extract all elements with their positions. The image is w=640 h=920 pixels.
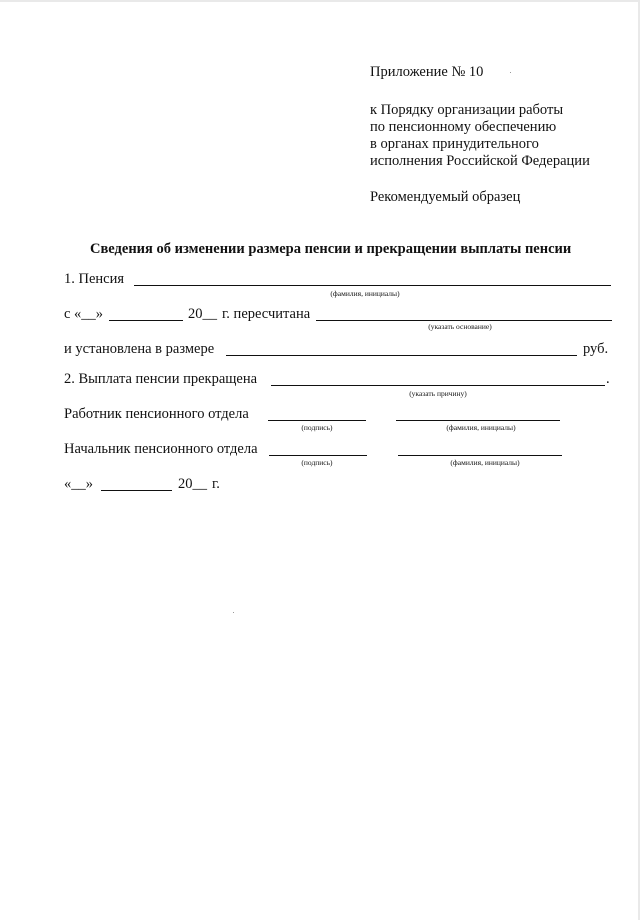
year-label: 20__ (188, 306, 217, 322)
currency-label: руб. (583, 341, 609, 357)
head-initials-line (398, 455, 562, 456)
head-signature-hint: (подпись) (301, 458, 333, 467)
appendix-number: Приложение № 10 (370, 64, 484, 80)
order-line-4: исполнения Российской Федерации (370, 153, 590, 169)
worker-label: Работник пенсионного отдела (64, 406, 249, 422)
established-label: и установлена в размере (64, 341, 215, 357)
bottom-year-suffix: г. (212, 476, 220, 492)
pension-name-line (134, 285, 611, 286)
head-signature-line (269, 455, 367, 456)
date-open: с «__» (64, 306, 104, 322)
pension-label: 1. Пенсия (64, 271, 125, 287)
head-initials-hint: (фамилия, инициалы) (450, 458, 520, 467)
document-title: Сведения об изменении размера пенсии и прекращении выплаты пенсии (90, 241, 572, 257)
scan-speck (510, 72, 511, 73)
scan-speck (233, 612, 234, 613)
scan-edge-top (0, 0, 640, 2)
pension-name-hint: (фамилия, инициалы) (330, 289, 400, 298)
worker-signature-line (268, 420, 366, 421)
basis-line (316, 320, 612, 321)
amount-line (226, 355, 577, 356)
bottom-year: 20__ (178, 476, 207, 492)
bottom-month-line (101, 490, 172, 491)
order-line-1: к Порядку организации работы (370, 102, 564, 118)
recommended-sample: Рекомендуемый образец (370, 189, 521, 205)
worker-initials-hint: (фамилия, инициалы) (446, 423, 516, 432)
reason-line-end: . (606, 371, 610, 387)
order-line-2: по пенсионному обеспечению (370, 119, 557, 135)
reason-line (271, 385, 605, 386)
payment-stopped-label: 2. Выплата пенсии прекращена (64, 371, 258, 387)
reason-hint: (указать причину) (409, 389, 467, 398)
order-line-3: в органах принудительного (370, 136, 539, 152)
worker-initials-line (396, 420, 560, 421)
basis-hint: (указать основание) (428, 322, 492, 331)
date-month-line (109, 320, 183, 321)
recalculated-label: г. пересчитана (222, 306, 311, 322)
worker-signature-hint: (подпись) (301, 423, 333, 432)
bottom-date-quote: «__» (64, 476, 93, 492)
head-label: Начальник пенсионного отдела (64, 441, 258, 457)
